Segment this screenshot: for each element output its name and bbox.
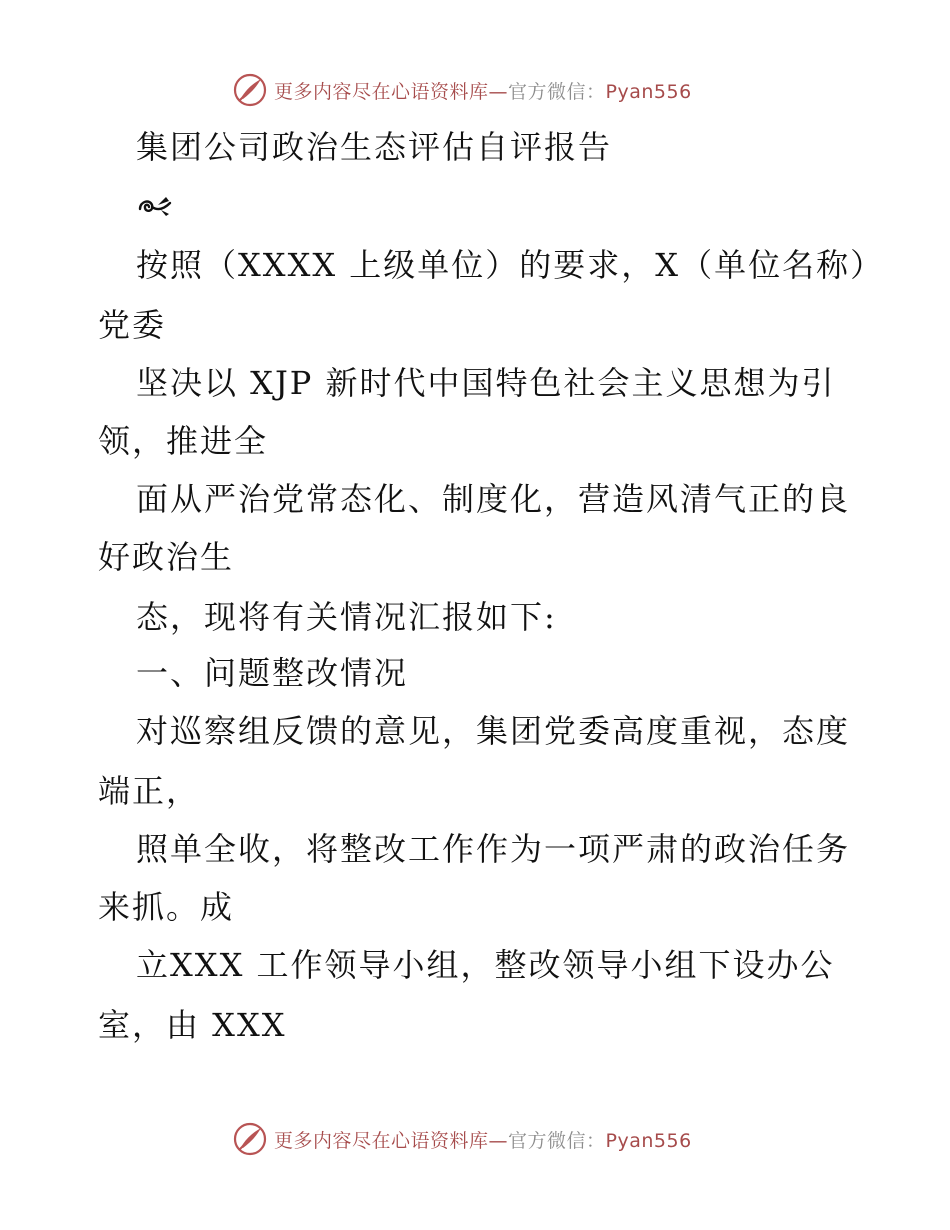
banner-dash: — [488, 80, 509, 103]
feather-logo-icon [232, 1121, 268, 1157]
document-title: 集团公司政治生态评估自评报告 [136, 128, 613, 166]
paragraph-line: 照单全收，将整改工作作为一项严肃的政治任务 [136, 830, 851, 868]
banner-site-name: 更多内容尽在心语资料库 [274, 80, 489, 103]
header-banner [232, 70, 692, 110]
banner-wechat-label: 官方微信： [508, 1129, 606, 1152]
banner-dash: — [488, 1129, 509, 1152]
paragraph-line: 立XXX 工作领导小组，整改领导小组下设办公 [136, 946, 835, 984]
paragraph-line: 来抓。成 [98, 888, 235, 926]
paragraph-line: 面从严治党常态化、制度化，营造风清气正的良 [136, 480, 851, 518]
banner-wechat-handle: Pyan556 [605, 80, 692, 103]
paragraph-line: 态，现将有关情况汇报如下: [136, 598, 557, 636]
paragraph-line: 室，由 XXX [98, 1006, 287, 1044]
paragraph-line: 对巡察组反馈的意见，集团党委高度重视，态度 [136, 712, 851, 750]
footer-banner [232, 1119, 692, 1159]
banner-text [274, 77, 692, 104]
paragraph-line: 端正， [98, 772, 201, 810]
paragraph-line: 按照（XXXX 上级单位）的要求，X（单位名称） [136, 246, 885, 284]
section-heading: 一、问题整改情况 [136, 654, 409, 692]
banner-wechat-handle: Pyan556 [605, 1129, 692, 1152]
feather-logo-icon [232, 72, 268, 108]
banner-text [274, 1126, 692, 1153]
paragraph-line: 领，推进全 [98, 422, 269, 460]
flourish-ornament-icon [136, 193, 174, 219]
paragraph-line: 坚决以 XJP 新时代中国特色社会主义思想为引 [136, 364, 836, 402]
paragraph-line: 好政治生 [98, 538, 235, 576]
banner-wechat-label: 官方微信： [508, 80, 606, 103]
banner-site-name: 更多内容尽在心语资料库 [274, 1129, 489, 1152]
paragraph-line: 党委 [98, 306, 167, 344]
